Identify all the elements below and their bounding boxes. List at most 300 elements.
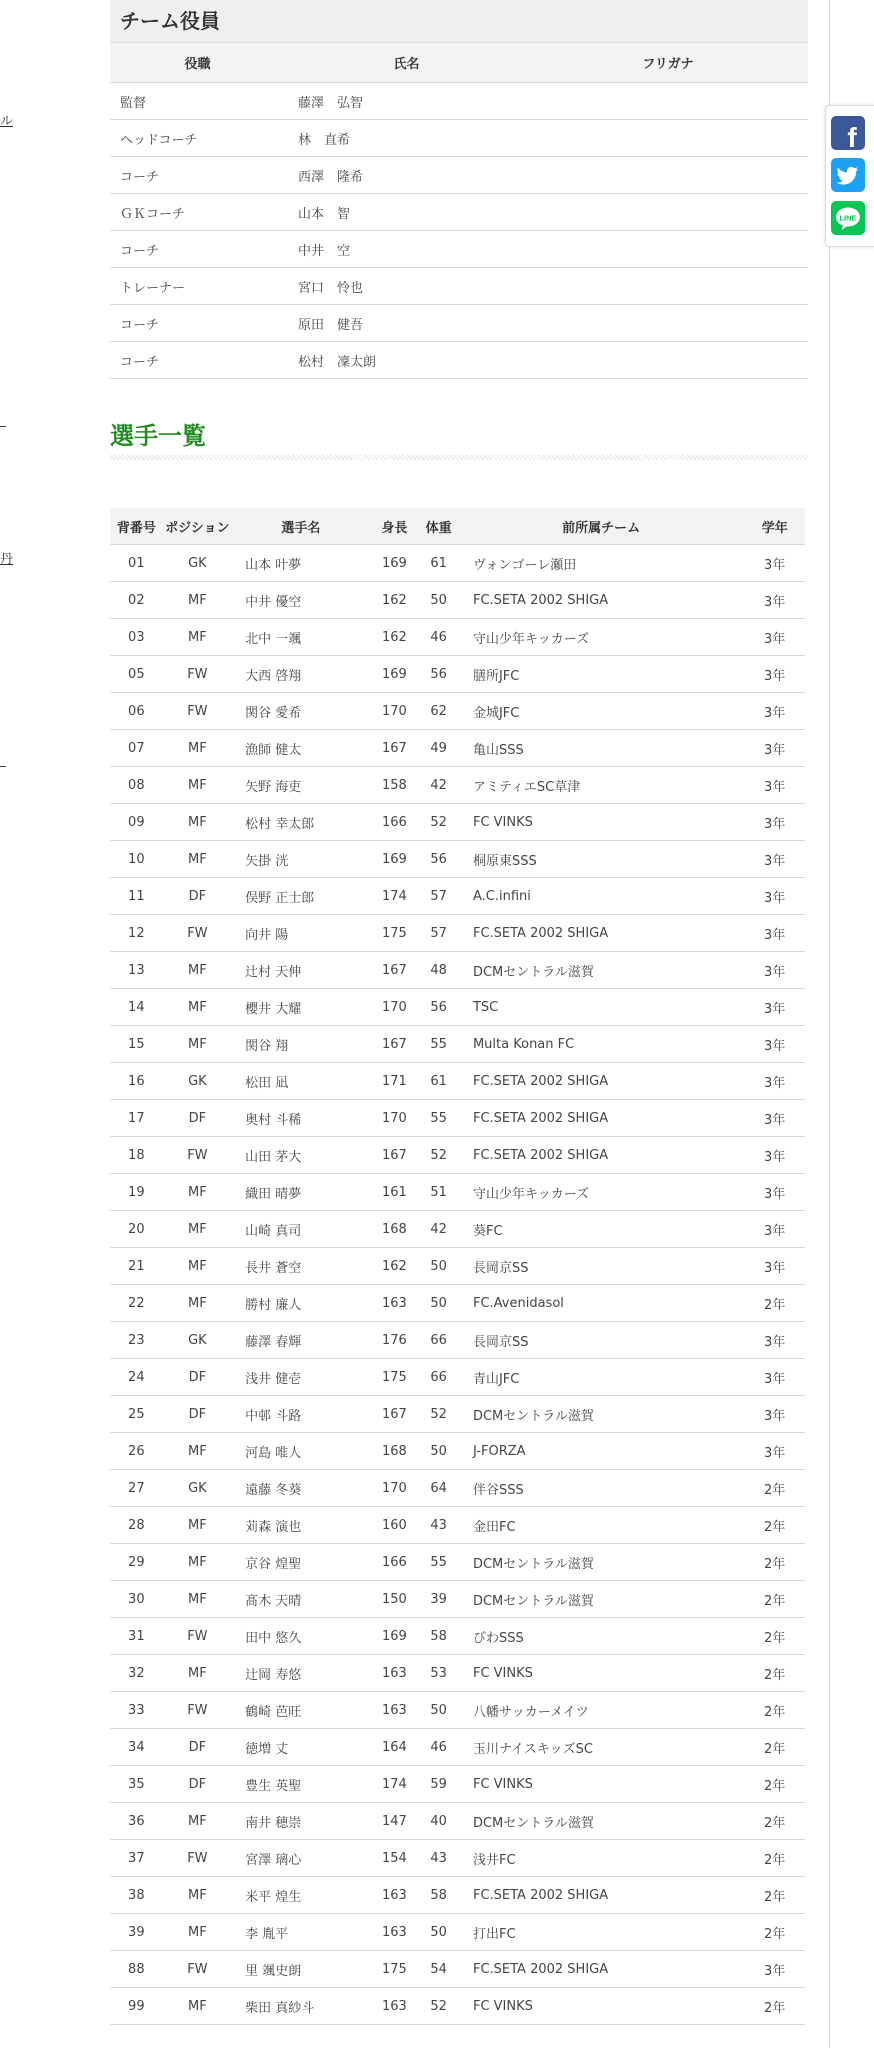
officials-table — [110, 43, 808, 379]
player-number: 07 — [110, 730, 163, 767]
player-weight: 46 — [419, 1729, 458, 1766]
player-grade: 2年 — [744, 1914, 805, 1951]
title-divider — [110, 455, 808, 460]
player-position: DF — [163, 1359, 232, 1396]
player-grade: 2年 — [744, 1692, 805, 1729]
officials-kana — [528, 342, 808, 379]
player-height: 162 — [370, 582, 420, 619]
player-position: FW — [163, 656, 232, 693]
officials-row — [110, 268, 808, 305]
player-row — [110, 767, 805, 804]
player-number: 35 — [110, 1766, 163, 1803]
player-weight: 51 — [419, 1174, 458, 1211]
player-number: 37 — [110, 1840, 163, 1877]
player-number: 32 — [110, 1655, 163, 1692]
header-player-name: 選手名 — [232, 508, 369, 545]
officials-name: 中井 空 — [285, 231, 528, 268]
player-previous-team: Multa Konan FC — [458, 1026, 744, 1063]
player-position: GK — [163, 1322, 232, 1359]
player-position: DF — [163, 1766, 232, 1803]
player-number: 23 — [110, 1322, 163, 1359]
player-row — [110, 1396, 805, 1433]
player-position: MF — [163, 1803, 232, 1840]
player-height: 164 — [370, 1729, 420, 1766]
player-previous-team: びわSSS — [458, 1618, 744, 1655]
player-position: MF — [163, 989, 232, 1026]
officials-name: 西澤 隆希 — [285, 157, 528, 194]
player-name: 遠藤 冬葵 — [232, 1470, 369, 1507]
player-previous-team: アミティエSC草津 — [458, 767, 744, 804]
player-grade: 3年 — [744, 1100, 805, 1137]
player-position: FW — [163, 915, 232, 952]
player-number: 05 — [110, 656, 163, 693]
player-height: 167 — [370, 952, 420, 989]
sidebar-link[interactable]: ル — [0, 114, 14, 129]
player-number: 33 — [110, 1692, 163, 1729]
player-height: 175 — [370, 915, 420, 952]
player-name: 関谷 愛希 — [232, 693, 369, 730]
player-name: 山崎 真司 — [232, 1211, 369, 1248]
player-weight: 50 — [419, 1433, 458, 1470]
player-weight: 58 — [419, 1618, 458, 1655]
player-number: 14 — [110, 989, 163, 1026]
player-grade: 3年 — [744, 1026, 805, 1063]
player-row — [110, 730, 805, 767]
player-position: MF — [163, 1285, 232, 1322]
player-row — [110, 1322, 805, 1359]
player-previous-team: J-FORZA — [458, 1433, 744, 1470]
player-grade: 3年 — [744, 804, 805, 841]
player-weight: 54 — [419, 1951, 458, 1988]
players-section — [110, 508, 805, 2025]
player-row — [110, 1544, 805, 1581]
facebook-icon — [831, 116, 865, 150]
officials-role: ヘッドコーチ — [110, 120, 285, 157]
player-row — [110, 1248, 805, 1285]
player-height: 167 — [370, 1396, 420, 1433]
player-position: GK — [163, 1063, 232, 1100]
player-name: 矢野 海吏 — [232, 767, 369, 804]
player-height: 167 — [370, 1026, 420, 1063]
player-number: 29 — [110, 1544, 163, 1581]
player-number: 21 — [110, 1248, 163, 1285]
officials-name: 林 直希 — [285, 120, 528, 157]
player-position: MF — [163, 619, 232, 656]
player-grade: 3年 — [744, 582, 805, 619]
player-position: GK — [163, 545, 232, 582]
player-weight: 66 — [419, 1322, 458, 1359]
player-name: 河島 唯人 — [232, 1433, 369, 1470]
player-previous-team: FC VINKS — [458, 804, 744, 841]
left-sidebar — [0, 0, 110, 2048]
header-kana: フリガナ — [528, 43, 808, 83]
player-previous-team: FC.Avenidasol — [458, 1285, 744, 1322]
player-previous-team: 玉川ナイスキッズSC — [458, 1729, 744, 1766]
player-name: 中井 優空 — [232, 582, 369, 619]
player-position: MF — [163, 1433, 232, 1470]
player-row — [110, 1211, 805, 1248]
player-name: 浅井 健壱 — [232, 1359, 369, 1396]
player-weight: 55 — [419, 1544, 458, 1581]
player-previous-team: FC.SETA 2002 SHIGA — [458, 1951, 744, 1988]
player-weight: 39 — [419, 1581, 458, 1618]
share-widget — [825, 105, 874, 247]
player-name: 徳増 丈 — [232, 1729, 369, 1766]
player-row — [110, 804, 805, 841]
player-name: 北中 一颯 — [232, 619, 369, 656]
player-name: 向井 陽 — [232, 915, 369, 952]
player-row — [110, 656, 805, 693]
player-position: DF — [163, 878, 232, 915]
player-grade: 3年 — [744, 841, 805, 878]
header-weight: 体重 — [419, 508, 458, 545]
player-grade: 3年 — [744, 1211, 805, 1248]
player-weight: 57 — [419, 878, 458, 915]
player-name: 宮澤 璃心 — [232, 1840, 369, 1877]
player-name: 李 胤平 — [232, 1914, 369, 1951]
facebook-share-button[interactable] — [831, 116, 865, 150]
line-share-button[interactable] — [831, 201, 865, 235]
player-row — [110, 989, 805, 1026]
player-previous-team: 長岡京SS — [458, 1248, 744, 1285]
player-number: 25 — [110, 1396, 163, 1433]
player-row — [110, 878, 805, 915]
player-number: 12 — [110, 915, 163, 952]
player-height: 174 — [370, 1766, 420, 1803]
player-name: 関谷 翔 — [232, 1026, 369, 1063]
player-height: 167 — [370, 730, 420, 767]
player-number: 22 — [110, 1285, 163, 1322]
player-height: 171 — [370, 1063, 420, 1100]
svg-text:f: f — [847, 122, 857, 150]
player-position: FW — [163, 1692, 232, 1729]
player-grade: 3年 — [744, 767, 805, 804]
officials-kana — [528, 268, 808, 305]
player-weight: 55 — [419, 1100, 458, 1137]
player-weight: 55 — [419, 1026, 458, 1063]
player-position: MF — [163, 1914, 232, 1951]
player-grade: 3年 — [744, 915, 805, 952]
player-row — [110, 1285, 805, 1322]
player-height: 170 — [370, 693, 420, 730]
player-grade: 2年 — [744, 1988, 805, 2025]
player-position: GK — [163, 1470, 232, 1507]
player-weight: 53 — [419, 1655, 458, 1692]
player-weight: 43 — [419, 1840, 458, 1877]
player-height: 168 — [370, 1433, 420, 1470]
officials-role: コーチ — [110, 157, 285, 194]
player-number: 03 — [110, 619, 163, 656]
player-grade: 3年 — [744, 1248, 805, 1285]
officials-role: トレーナー — [110, 268, 285, 305]
player-height: 163 — [370, 1877, 420, 1914]
players-title: 選手一覧 — [110, 422, 206, 450]
player-grade: 3年 — [744, 656, 805, 693]
player-weight: 56 — [419, 989, 458, 1026]
player-row — [110, 619, 805, 656]
player-weight: 61 — [419, 1063, 458, 1100]
player-weight: 48 — [419, 952, 458, 989]
player-grade: 2年 — [744, 1803, 805, 1840]
player-position: FW — [163, 693, 232, 730]
player-grade: 3年 — [744, 1396, 805, 1433]
player-number: 28 — [110, 1507, 163, 1544]
header-number: 背番号 — [110, 508, 163, 545]
player-previous-team: 長岡京SS — [458, 1322, 744, 1359]
player-number: 26 — [110, 1433, 163, 1470]
officials-role: コーチ — [110, 305, 285, 342]
player-number: 31 — [110, 1618, 163, 1655]
player-previous-team: FC.SETA 2002 SHIGA — [458, 1137, 744, 1174]
player-name: 櫻井 大耀 — [232, 989, 369, 1026]
player-position: DF — [163, 1396, 232, 1433]
player-height: 175 — [370, 1359, 420, 1396]
player-grade: 3年 — [744, 619, 805, 656]
player-previous-team: A.C.infini — [458, 878, 744, 915]
player-height: 167 — [370, 1137, 420, 1174]
officials-name: 宮口 怜也 — [285, 268, 528, 305]
player-height: 154 — [370, 1840, 420, 1877]
player-name: 山田 茅大 — [232, 1137, 369, 1174]
content-border — [829, 0, 830, 2048]
player-previous-team: FC.SETA 2002 SHIGA — [458, 1877, 744, 1914]
player-height: 169 — [370, 656, 420, 693]
player-row — [110, 841, 805, 878]
player-previous-team: FC.SETA 2002 SHIGA — [458, 582, 744, 619]
officials-kana — [528, 194, 808, 231]
player-number: 06 — [110, 693, 163, 730]
player-weight: 49 — [419, 730, 458, 767]
header-grade: 学年 — [744, 508, 805, 545]
player-height: 163 — [370, 1914, 420, 1951]
player-name: 奥村 斗稀 — [232, 1100, 369, 1137]
player-height: 150 — [370, 1581, 420, 1618]
officials-name: 松村 凜太朗 — [285, 342, 528, 379]
player-number: 38 — [110, 1877, 163, 1914]
player-number: 01 — [110, 545, 163, 582]
player-weight: 42 — [419, 1211, 458, 1248]
player-row — [110, 1951, 805, 1988]
player-height: 169 — [370, 841, 420, 878]
player-name: 長井 蒼空 — [232, 1248, 369, 1285]
player-row — [110, 1137, 805, 1174]
officials-row — [110, 120, 808, 157]
player-name: 辻村 天伸 — [232, 952, 369, 989]
player-weight: 56 — [419, 656, 458, 693]
twitter-share-button[interactable] — [831, 158, 865, 192]
player-name: 勝村 廉人 — [232, 1285, 369, 1322]
player-grade: 3年 — [744, 730, 805, 767]
player-weight: 50 — [419, 1914, 458, 1951]
header-height: 身長 — [370, 508, 420, 545]
player-position: MF — [163, 952, 232, 989]
player-position: FW — [163, 1137, 232, 1174]
player-position: MF — [163, 582, 232, 619]
player-grade: 3年 — [744, 952, 805, 989]
player-previous-team: TSC — [458, 989, 744, 1026]
player-height: 176 — [370, 1322, 420, 1359]
player-name: 米平 煌生 — [232, 1877, 369, 1914]
player-weight: 52 — [419, 1137, 458, 1174]
player-previous-team: 八幡サッカーメイツ — [458, 1692, 744, 1729]
officials-name: 原田 健吾 — [285, 305, 528, 342]
player-previous-team: ヴォンゴーレ瀬田 — [458, 545, 744, 582]
player-height: 160 — [370, 1507, 420, 1544]
player-row — [110, 915, 805, 952]
officials-role: ＧＫコーチ — [110, 194, 285, 231]
header-position: ポジション — [163, 508, 232, 545]
player-row — [110, 1914, 805, 1951]
player-position: MF — [163, 1544, 232, 1581]
player-weight: 64 — [419, 1470, 458, 1507]
player-grade: 2年 — [744, 1470, 805, 1507]
player-row — [110, 1507, 805, 1544]
player-weight: 50 — [419, 1248, 458, 1285]
player-height: 162 — [370, 1248, 420, 1285]
player-number: 39 — [110, 1914, 163, 1951]
officials-role: コーチ — [110, 231, 285, 268]
player-previous-team: FC VINKS — [458, 1655, 744, 1692]
player-weight: 50 — [419, 1692, 458, 1729]
player-name: 山本 叶夢 — [232, 545, 369, 582]
player-weight: 59 — [419, 1766, 458, 1803]
player-height: 163 — [370, 1655, 420, 1692]
player-previous-team: 青山JFC — [458, 1359, 744, 1396]
player-number: 99 — [110, 1988, 163, 2025]
player-previous-team: 桐原東SSS — [458, 841, 744, 878]
player-position: MF — [163, 1655, 232, 1692]
player-grade: 2年 — [744, 1655, 805, 1692]
player-position: MF — [163, 1211, 232, 1248]
player-height: 147 — [370, 1803, 420, 1840]
player-weight: 56 — [419, 841, 458, 878]
player-position: MF — [163, 804, 232, 841]
player-grade: 3年 — [744, 989, 805, 1026]
players-header-row — [110, 508, 805, 545]
officials-name: 山本 智 — [285, 194, 528, 231]
player-previous-team: FC.SETA 2002 SHIGA — [458, 915, 744, 952]
player-height: 162 — [370, 619, 420, 656]
player-previous-team: 伴谷SSS — [458, 1470, 744, 1507]
player-number: 17 — [110, 1100, 163, 1137]
officials-kana — [528, 305, 808, 342]
player-name: 髙木 天晴 — [232, 1581, 369, 1618]
player-weight: 58 — [419, 1877, 458, 1914]
officials-kana — [528, 157, 808, 194]
player-position: MF — [163, 1507, 232, 1544]
player-weight: 46 — [419, 619, 458, 656]
player-weight: 42 — [419, 767, 458, 804]
player-row — [110, 1618, 805, 1655]
player-previous-team: 亀山SSS — [458, 730, 744, 767]
player-position: MF — [163, 1581, 232, 1618]
header-name: 氏名 — [285, 43, 528, 83]
player-name: 豊生 英聖 — [232, 1766, 369, 1803]
player-position: MF — [163, 1026, 232, 1063]
player-position: FW — [163, 1618, 232, 1655]
player-previous-team: 守山少年キッカーズ — [458, 1174, 744, 1211]
player-row — [110, 1581, 805, 1618]
player-grade: 2年 — [744, 1285, 805, 1322]
player-row — [110, 545, 805, 582]
player-position: MF — [163, 1877, 232, 1914]
player-weight: 40 — [419, 1803, 458, 1840]
player-row — [110, 1359, 805, 1396]
player-grade: 2年 — [744, 1618, 805, 1655]
player-row — [110, 1063, 805, 1100]
player-name: 京谷 煌聖 — [232, 1544, 369, 1581]
player-grade: 2年 — [744, 1729, 805, 1766]
player-weight: 62 — [419, 693, 458, 730]
player-row — [110, 1100, 805, 1137]
player-previous-team: 守山少年キッカーズ — [458, 619, 744, 656]
player-grade: 3年 — [744, 1063, 805, 1100]
player-weight: 52 — [419, 1396, 458, 1433]
player-number: 24 — [110, 1359, 163, 1396]
officials-name: 藤澤 弘智 — [285, 83, 528, 120]
player-row — [110, 952, 805, 989]
players-table — [110, 508, 805, 2025]
player-number: 34 — [110, 1729, 163, 1766]
player-previous-team: DCMセントラル滋賀 — [458, 1803, 744, 1840]
player-height: 175 — [370, 1951, 420, 1988]
player-position: DF — [163, 1100, 232, 1137]
officials-row — [110, 305, 808, 342]
player-grade: 2年 — [744, 1507, 805, 1544]
player-previous-team: FC.SETA 2002 SHIGA — [458, 1063, 744, 1100]
player-previous-team: 金田FC — [458, 1507, 744, 1544]
player-name: 藤澤 春輝 — [232, 1322, 369, 1359]
player-number: 88 — [110, 1951, 163, 1988]
player-number: 30 — [110, 1581, 163, 1618]
player-name: 鶴崎 芭旺 — [232, 1692, 369, 1729]
player-previous-team: DCMセントラル滋賀 — [458, 1544, 744, 1581]
player-name: 俣野 正士郎 — [232, 878, 369, 915]
player-number: 16 — [110, 1063, 163, 1100]
player-previous-team: 膳所JFC — [458, 656, 744, 693]
player-name: 織田 晴夢 — [232, 1174, 369, 1211]
player-number: 19 — [110, 1174, 163, 1211]
player-row — [110, 1988, 805, 2025]
sidebar-dash — [0, 766, 6, 767]
player-row — [110, 1766, 805, 1803]
player-position: MF — [163, 1988, 232, 2025]
player-previous-team: DCMセントラル滋賀 — [458, 952, 744, 989]
player-position: FW — [163, 1840, 232, 1877]
player-name: 大西 啓翔 — [232, 656, 369, 693]
player-number: 13 — [110, 952, 163, 989]
player-number: 27 — [110, 1470, 163, 1507]
player-previous-team: 葵FC — [458, 1211, 744, 1248]
player-height: 169 — [370, 545, 420, 582]
player-position: MF — [163, 767, 232, 804]
player-height: 168 — [370, 1211, 420, 1248]
player-grade: 3年 — [744, 1322, 805, 1359]
player-row — [110, 1655, 805, 1692]
player-row — [110, 1470, 805, 1507]
player-name: 松村 幸太郎 — [232, 804, 369, 841]
player-row — [110, 1877, 805, 1914]
player-number: 02 — [110, 582, 163, 619]
sidebar-link[interactable]: 丹 — [0, 552, 14, 567]
player-height: 170 — [370, 989, 420, 1026]
player-grade: 3年 — [744, 1174, 805, 1211]
player-height: 174 — [370, 878, 420, 915]
header-previous-team: 前所属チーム — [458, 508, 744, 545]
officials-row — [110, 194, 808, 231]
player-number: 08 — [110, 767, 163, 804]
player-row — [110, 1729, 805, 1766]
